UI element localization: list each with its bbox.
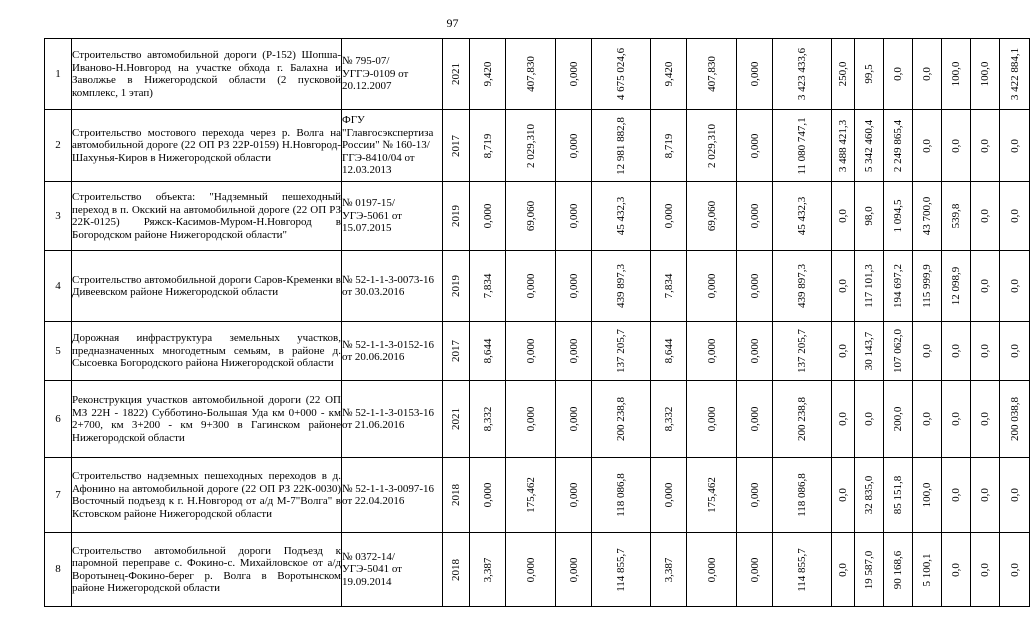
row-number: 4	[45, 251, 72, 322]
value-cell	[651, 251, 687, 322]
value-cell	[884, 322, 913, 381]
value-cell	[556, 381, 592, 458]
value-cell	[832, 251, 855, 322]
value-cell	[470, 322, 506, 381]
value-cell	[737, 251, 773, 322]
cell-value: 32 835,0	[862, 475, 875, 515]
value-cell	[651, 182, 687, 251]
cell-value: 194 697,2	[891, 264, 904, 308]
expertise-document: ФГУ "Главгосэкспертиза России" № 160-13/ГГЭ-8410/04 от 12.03.2013	[342, 110, 443, 182]
cell-value: 69,060	[524, 200, 537, 232]
cell-value: 0,0	[949, 344, 962, 358]
table-row	[45, 182, 1030, 251]
value-cell	[1000, 251, 1030, 322]
cell-value: 12 981 882,8	[614, 116, 627, 175]
cell-value: 0,000	[748, 133, 761, 158]
cell-value: 0,0	[836, 562, 849, 577]
expertise-document: № 52-1-1-3-0153-16 от 21.06.2016	[342, 381, 443, 458]
cell-value: 7,834	[662, 273, 675, 299]
value-cell	[592, 251, 651, 322]
value-cell	[773, 39, 832, 110]
cell-value: 2021	[449, 63, 462, 85]
value-cell	[971, 458, 1000, 533]
value-cell	[470, 110, 506, 182]
value-cell	[1000, 322, 1030, 381]
cell-value: 0,000	[748, 406, 761, 432]
value-cell	[506, 251, 556, 322]
value-cell	[687, 381, 737, 458]
cell-value: 4 675 024,6	[614, 47, 627, 101]
cell-value: 100,0	[949, 61, 962, 87]
cell-value: 5 342 460,4	[862, 119, 875, 172]
cell-value: 0,0	[949, 562, 962, 577]
cell-value: 200 038,8	[1008, 397, 1021, 441]
cell-value: 3 423 433,6	[795, 47, 808, 101]
cell-value: 0,000	[705, 338, 718, 364]
cell-value: 3 422 884,1	[1008, 47, 1021, 101]
value-cell	[942, 533, 971, 607]
cell-value: 250,0	[836, 61, 849, 87]
value-cell	[971, 533, 1000, 607]
cell-value: 0,000	[705, 557, 718, 582]
cell-value: 8,719	[662, 133, 675, 158]
value-cell	[773, 322, 832, 381]
value-cell	[443, 322, 470, 381]
cell-value: 0,000	[524, 406, 537, 432]
cell-value: 45 432,3	[614, 196, 627, 236]
cell-value: 8,719	[481, 133, 494, 158]
cell-value: 0,0	[862, 412, 875, 426]
projects-table	[44, 38, 1030, 607]
value-cell	[855, 39, 884, 110]
cell-value: 0,0	[1008, 562, 1021, 577]
cell-value: 0,0	[920, 67, 933, 81]
cell-value: 8,644	[662, 338, 675, 364]
cell-value: 0,0	[836, 344, 849, 358]
cell-value: 3,387	[662, 557, 675, 582]
value-cell	[556, 533, 592, 607]
cell-value: 90 168,6	[891, 550, 904, 589]
cell-value: 0,0	[920, 138, 933, 153]
value-cell	[855, 458, 884, 533]
cell-value: 2021	[449, 408, 462, 430]
cell-value: 0,0	[978, 138, 991, 153]
value-cell	[1000, 39, 1030, 110]
value-cell	[971, 110, 1000, 182]
cell-value: 100,0	[978, 61, 991, 87]
value-cell	[832, 110, 855, 182]
cell-value: 0,000	[524, 273, 537, 299]
value-cell	[506, 381, 556, 458]
value-cell	[855, 182, 884, 251]
value-cell	[592, 110, 651, 182]
value-cell	[506, 322, 556, 381]
cell-value: 407,830	[705, 56, 718, 92]
cell-value: 2 029,310	[524, 123, 537, 168]
project-name: Реконструкция участков автомобильной дороги (22 ОП МЗ 22Н - 1822) Субботино-Большая Уда км 0+000 - км 2+700, км 3+200 - км 9+300 в Гагинском районе Нижегородской области	[72, 381, 342, 458]
value-cell	[737, 182, 773, 251]
value-cell	[556, 458, 592, 533]
cell-value: 0,0	[978, 344, 991, 358]
cell-value: 0,000	[481, 482, 494, 508]
value-cell	[506, 533, 556, 607]
value-cell	[1000, 458, 1030, 533]
value-cell	[506, 110, 556, 182]
value-cell	[884, 182, 913, 251]
cell-value: 0,0	[1008, 138, 1021, 153]
cell-value: 0,0	[920, 412, 933, 426]
value-cell	[942, 458, 971, 533]
value-cell	[773, 182, 832, 251]
value-cell	[592, 381, 651, 458]
value-cell	[470, 182, 506, 251]
value-cell	[913, 381, 942, 458]
value-cell	[592, 458, 651, 533]
cell-value: 0,000	[567, 61, 580, 87]
cell-value: 98,0	[862, 206, 875, 226]
value-cell	[832, 182, 855, 251]
project-name: Строительство автомобильной дороги (Р-152) Шопша-Иваново-Н.Новгород на участке обхода г. Балахна и Заволжье в Нижегородской области (2 пусковой комплекс, 1 этап)	[72, 39, 342, 110]
cell-value: 0,000	[567, 203, 580, 229]
row-number: 2	[45, 110, 72, 182]
project-name: Строительство автомобильной дороги Саров-Кременки в Дивеевском районе Нижегородской области	[72, 251, 342, 322]
value-cell	[443, 182, 470, 251]
cell-value: 118 086,8	[614, 473, 627, 517]
cell-value: 0,0	[978, 412, 991, 426]
cell-value: 200,0	[891, 406, 904, 432]
value-cell	[773, 458, 832, 533]
page-number: 97	[446, 16, 459, 30]
cell-value: 0,000	[662, 203, 675, 229]
cell-value: 99,5	[862, 64, 875, 84]
value-cell	[687, 251, 737, 322]
value-cell	[443, 251, 470, 322]
value-cell	[737, 39, 773, 110]
value-cell	[832, 322, 855, 381]
cell-value: 0,0	[949, 138, 962, 153]
cell-value: 114 855,7	[614, 547, 627, 592]
expertise-document: № 0372-14/УГЭ-5041 от 19.09.2014	[342, 533, 443, 607]
value-cell	[687, 533, 737, 607]
cell-value: 0,000	[748, 203, 761, 229]
value-cell	[832, 533, 855, 607]
expertise-document: № 795-07/УГГЭ-0109 от 20.12.2007	[342, 39, 443, 110]
value-cell	[687, 182, 737, 251]
value-cell	[1000, 110, 1030, 182]
cell-value: 85 151,8	[891, 475, 904, 515]
expertise-document: № 52-1-1-3-0073-16 от 30.03.2016	[342, 251, 443, 322]
value-cell	[470, 251, 506, 322]
cell-value: 1 094,5	[891, 199, 904, 233]
value-cell	[737, 322, 773, 381]
cell-value: 0,000	[567, 338, 580, 364]
value-cell	[651, 39, 687, 110]
cell-value: 114 855,7	[795, 547, 808, 592]
row-number: 5	[45, 322, 72, 381]
cell-value: 2019	[449, 275, 462, 297]
cell-value: 0,000	[567, 273, 580, 299]
value-cell	[556, 110, 592, 182]
cell-value: 43 700,0	[920, 196, 933, 236]
value-cell	[832, 381, 855, 458]
cell-value: 0,000	[748, 557, 761, 582]
value-cell	[971, 322, 1000, 381]
cell-value: 100,0	[920, 482, 933, 508]
cell-value: 0,0	[836, 488, 849, 502]
expertise-document: № 52-1-1-3-0097-16 от 22.04.2016	[342, 458, 443, 533]
value-cell	[884, 381, 913, 458]
value-cell	[773, 533, 832, 607]
table-row	[45, 110, 1030, 182]
cell-value: 0,000	[567, 406, 580, 432]
value-cell	[556, 322, 592, 381]
value-cell	[556, 251, 592, 322]
cell-value: 30 143,7	[862, 331, 875, 371]
value-cell	[506, 39, 556, 110]
value-cell	[942, 39, 971, 110]
cell-value: 0,000	[705, 406, 718, 432]
cell-value: 200 238,8	[795, 397, 808, 441]
cell-value: 0,0	[920, 344, 933, 358]
value-cell	[470, 381, 506, 458]
cell-value: 0,000	[567, 557, 580, 582]
value-cell	[773, 381, 832, 458]
project-name: Строительство надземных пешеходных переходов в д. Афонино на автомобильной дороге (22 ОП РЗ 22К-0030) Восточный подъезд к г. Н.Новгород от а/д М-7"Волга" в Кстовском районе Нижегородской области	[72, 458, 342, 533]
value-cell	[592, 182, 651, 251]
value-cell	[884, 458, 913, 533]
cell-value: 0,0	[949, 488, 962, 502]
cell-value: 0,0	[978, 488, 991, 502]
value-cell	[651, 110, 687, 182]
cell-value: 3 488 421,3	[836, 119, 849, 172]
cell-value: 2018	[449, 484, 462, 506]
value-cell	[971, 251, 1000, 322]
value-cell	[1000, 182, 1030, 251]
row-number: 7	[45, 458, 72, 533]
value-cell	[470, 458, 506, 533]
table-row	[45, 39, 1030, 110]
value-cell	[592, 322, 651, 381]
cell-value: 2 029,310	[705, 123, 718, 168]
value-cell	[687, 458, 737, 533]
project-name: Дорожная инфраструктура земельных участков, предназначенных многодетным семьям, в районе д. Сысоевка Богородского района Нижегородской области	[72, 322, 342, 381]
cell-value: 2 249 865,4	[891, 119, 904, 172]
value-cell	[855, 110, 884, 182]
cell-value: 407,830	[524, 56, 537, 92]
value-cell	[443, 458, 470, 533]
cell-value: 11 080 747,1	[795, 116, 808, 175]
cell-value: 12 098,9	[949, 266, 962, 306]
cell-value: 19 587,0	[862, 550, 875, 589]
value-cell	[884, 110, 913, 182]
cell-value: 175,462	[705, 477, 718, 513]
table-row	[45, 381, 1030, 458]
cell-value: 117 101,3	[862, 264, 875, 308]
value-cell	[556, 182, 592, 251]
cell-value: 137 205,7	[795, 329, 808, 373]
value-cell	[687, 322, 737, 381]
value-cell	[773, 110, 832, 182]
value-cell	[942, 322, 971, 381]
table-row	[45, 322, 1030, 381]
value-cell	[506, 458, 556, 533]
value-cell	[737, 533, 773, 607]
value-cell	[651, 533, 687, 607]
cell-value: 200 238,8	[614, 397, 627, 441]
cell-value: 137 205,7	[614, 329, 627, 373]
row-number: 8	[45, 533, 72, 607]
value-cell	[737, 458, 773, 533]
value-cell	[1000, 533, 1030, 607]
cell-value: 0,0	[1008, 344, 1021, 358]
value-cell	[913, 182, 942, 251]
cell-value: 0,0	[978, 279, 991, 293]
cell-value: 439 897,3	[614, 264, 627, 308]
cell-value: 118 086,8	[795, 473, 808, 517]
cell-value: 2017	[449, 340, 462, 362]
cell-value: 107 062,0	[891, 329, 904, 373]
cell-value: 0,0	[978, 562, 991, 577]
value-cell	[971, 182, 1000, 251]
value-cell	[470, 533, 506, 607]
cell-value: 0,000	[748, 338, 761, 364]
cell-value: 0,000	[524, 557, 537, 582]
cell-value: 0,0	[836, 279, 849, 293]
cell-value: 8,332	[481, 406, 494, 432]
value-cell	[506, 182, 556, 251]
value-cell	[443, 381, 470, 458]
value-cell	[737, 110, 773, 182]
cell-value: 9,420	[662, 61, 675, 87]
value-cell	[942, 251, 971, 322]
value-cell	[884, 533, 913, 607]
value-cell	[855, 381, 884, 458]
value-cell	[592, 533, 651, 607]
cell-value: 0,0	[978, 209, 991, 223]
value-cell	[942, 110, 971, 182]
cell-value: 0,000	[662, 482, 675, 508]
value-cell	[470, 39, 506, 110]
cell-value: 45 432,3	[795, 196, 808, 236]
value-cell	[913, 110, 942, 182]
expertise-document: № 0197-15/УГЭ-5061 от 15.07.2015	[342, 182, 443, 251]
row-number: 3	[45, 182, 72, 251]
cell-value: 8,644	[481, 338, 494, 364]
cell-value: 0,000	[748, 61, 761, 87]
cell-value: 2019	[449, 205, 462, 227]
cell-value: 0,0	[1008, 209, 1021, 223]
value-cell	[737, 381, 773, 458]
value-cell	[855, 533, 884, 607]
cell-value: 8,332	[662, 406, 675, 432]
cell-value: 115 999,9	[920, 264, 933, 308]
cell-value: 69,060	[705, 200, 718, 232]
cell-value: 0,000	[567, 133, 580, 158]
cell-value: 0,000	[481, 203, 494, 229]
cell-value: 0,000	[748, 482, 761, 508]
table-row	[45, 458, 1030, 533]
value-cell	[942, 381, 971, 458]
value-cell	[773, 251, 832, 322]
row-number: 1	[45, 39, 72, 110]
cell-value: 0,0	[949, 412, 962, 426]
value-cell	[913, 322, 942, 381]
value-cell	[832, 458, 855, 533]
value-cell	[971, 381, 1000, 458]
cell-value: 439 897,3	[795, 264, 808, 308]
project-name: Строительство автомобильной дороги Подъезд к паромной переправе с. Фокино-с. Михайловское от а/д Воротынец-Фокино-берег р. Волга в Воротынском районе Нижегородской области	[72, 533, 342, 607]
cell-value: 0,000	[748, 273, 761, 299]
value-cell	[651, 381, 687, 458]
table-row	[45, 251, 1030, 322]
project-name: Строительство мостового перехода через р. Волга на автомобильной дороге (22 ОП РЗ 22Р-0159) Н.Новгород-Шахунья-Киров в Нижегородской области	[72, 110, 342, 182]
value-cell	[651, 322, 687, 381]
value-cell	[971, 39, 1000, 110]
value-cell	[651, 458, 687, 533]
cell-value: 0,000	[705, 273, 718, 299]
value-cell	[443, 110, 470, 182]
row-number: 6	[45, 381, 72, 458]
cell-value: 0,0	[1008, 279, 1021, 293]
value-cell	[942, 182, 971, 251]
cell-value: 7,834	[481, 273, 494, 299]
value-cell	[855, 322, 884, 381]
value-cell	[687, 39, 737, 110]
value-cell	[913, 251, 942, 322]
table-row	[45, 533, 1030, 607]
cell-value: 0,0	[1008, 488, 1021, 502]
cell-value: 9,420	[481, 61, 494, 87]
value-cell	[443, 533, 470, 607]
value-cell	[443, 39, 470, 110]
value-cell	[832, 39, 855, 110]
cell-value: 175,462	[524, 477, 537, 513]
cell-value: 0,0	[891, 67, 904, 81]
expertise-document: № 52-1-1-3-0152-16 от 20.06.2016	[342, 322, 443, 381]
value-cell	[913, 533, 942, 607]
cell-value: 2018	[449, 558, 462, 581]
value-cell	[884, 251, 913, 322]
cell-value: 539,8	[949, 203, 962, 229]
cell-value: 5 100,1	[920, 553, 933, 586]
value-cell	[592, 39, 651, 110]
value-cell	[1000, 381, 1030, 458]
value-cell	[913, 39, 942, 110]
cell-value: 0,0	[836, 412, 849, 426]
cell-value: 0,000	[567, 482, 580, 508]
project-name: Строительство объекта: "Надземный пешеходный переход в п. Окский на автомобильной дороге (22 ОП РЗ 22К-0125) Ряжск-Касимов-Муром-Н.Новгород в Богородском районе Нижегородской области"	[72, 182, 342, 251]
value-cell	[687, 110, 737, 182]
value-cell	[855, 251, 884, 322]
cell-value: 0,000	[524, 338, 537, 364]
value-cell	[556, 39, 592, 110]
cell-value: 3,387	[481, 557, 494, 582]
value-cell	[913, 458, 942, 533]
cell-value: 0,0	[836, 209, 849, 223]
cell-value: 2017	[449, 134, 462, 157]
value-cell	[884, 39, 913, 110]
